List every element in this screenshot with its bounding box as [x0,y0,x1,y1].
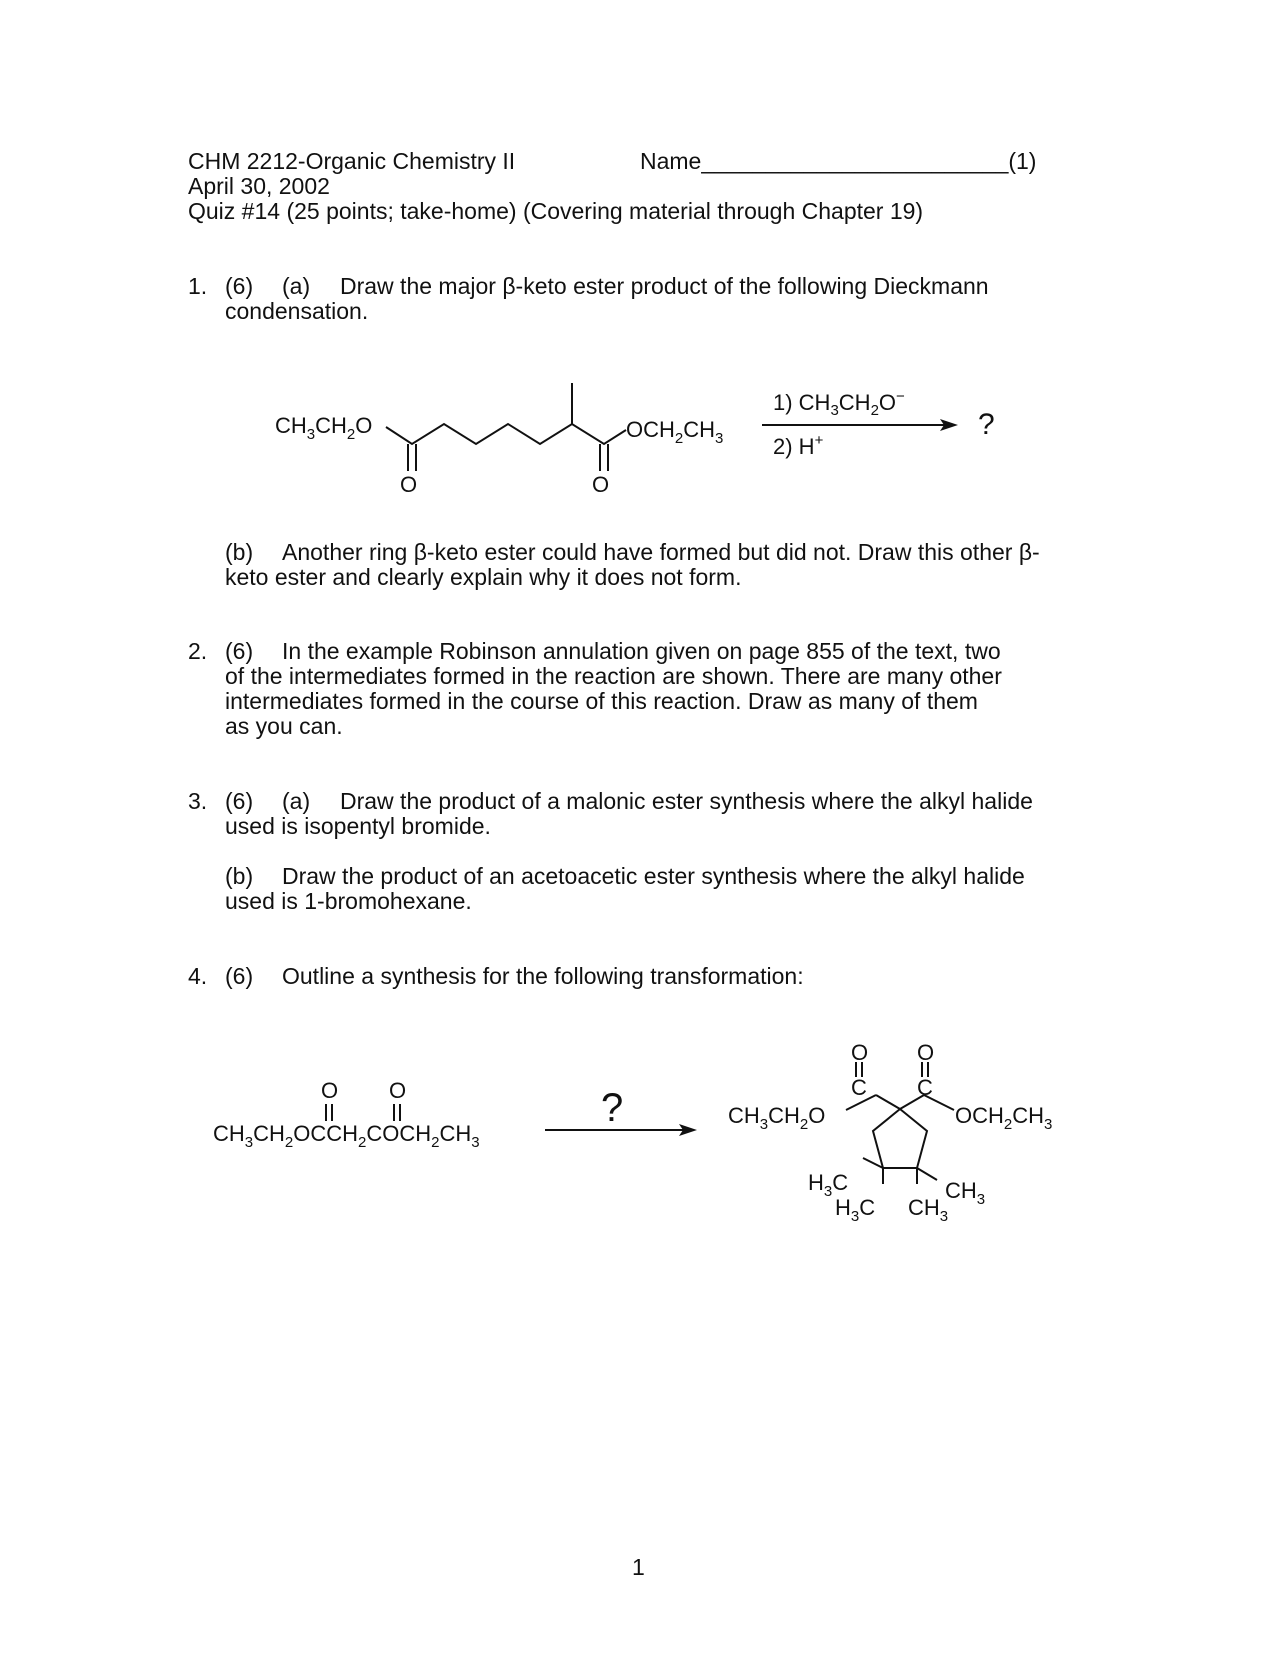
product-carbonyl-oxygen-left: O [851,1040,869,1065]
carbonyl-oxygen-right: O [592,472,610,497]
product-carbonyl-carbon-left: C [851,1075,867,1100]
page-number: 1 [632,1554,645,1580]
product-ethoxy-left: $CH_3CH_2O$ [728,1103,826,1133]
q2-text-line3: intermediates formed in the course of this reaction. Draw as many of them [225,688,978,714]
product-carbonyl-carbon-right: C [917,1075,933,1100]
q2-text-line4: as you can. [225,713,343,739]
product-ethoxy-right: $OCH_2CH_3$ [955,1103,1053,1133]
header-points: (1) [1008,148,1037,174]
q3a-label: (a) [282,788,311,814]
ethoxy-right: $OCH_2CH_3$ [626,417,724,447]
methyl-2: $H_3C$ [835,1195,876,1225]
q2-text-line2: of the intermediates formed in the reaction are shown. There are many other [225,663,1002,689]
q1a-label: (a) [282,273,311,299]
q1-reagent-1: 1) $CH_3CH_2O^-$ [773,388,905,419]
diethyl-malonate: $CH_3CH_2OCCH_2COCH_2CH_3$ [213,1121,480,1151]
q3a-text-line1: Draw the product of a malonic ester synthesis where the alkyl halide [340,788,1033,814]
q1-points: (6) [225,273,254,299]
q3-number: 3. [188,788,208,814]
name-blank: ________________________ [701,148,1009,174]
q4-text: Outline a synthesis for the following transformation: [282,963,804,989]
malonate-oxygen-left: O [321,1078,339,1103]
q2-text-line1: In the example Robinson annulation given on page 855 of the text, two [282,638,1001,664]
quiz-title: Quiz #14 (25 points; take-home) (Covering material through Chapter 19) [188,198,924,224]
name-label: Name [640,148,702,174]
q1b-label: (b) [225,539,254,565]
methyl-1: $H_3C$ [808,1170,849,1200]
q4-number: 4. [188,963,208,989]
q2-number: 2. [188,638,208,664]
q1b-text-line1: Another ring β-keto ester could have formed but did not. Draw this other β- [282,539,1040,565]
q1-reagent-2: 2) H+ [773,432,824,459]
q3b-text-line1: Draw the product of an acetoacetic ester synthesis where the alkyl halide [282,863,1025,889]
q1-number: 1. [188,273,208,299]
q3a-text-line2: used is isopentyl bromide. [225,813,491,839]
ethoxy-left: $CH_3CH_2O$ [275,413,373,443]
q4-reagent-unknown: ? [601,1086,624,1130]
q4-points: (6) [225,963,254,989]
carbonyl-oxygen-left: O [400,472,418,497]
methyl-3: $CH_3$ [945,1178,986,1208]
product-carbonyl-oxygen-right: O [917,1040,935,1065]
quiz-date: April 30, 2002 [188,173,330,199]
q3b-text-line2: used is 1-bromohexane. [225,888,472,914]
q3b-label: (b) [225,863,254,889]
q3-points: (6) [225,788,254,814]
course-title: CHM 2212-Organic Chemistry II [188,148,516,174]
malonate-oxygen-right: O [389,1078,407,1103]
methyl-4: $CH_3$ [908,1195,949,1225]
q1b-text-line2: keto ester and clearly explain why it does not form. [225,564,742,590]
q1-product-unknown: ? [978,408,995,441]
q1a-text-line2: condensation. [225,298,369,324]
q2-points: (6) [225,638,254,664]
q1a-text-line1: Draw the major β-keto ester product of the following Dieckmann [340,273,989,299]
